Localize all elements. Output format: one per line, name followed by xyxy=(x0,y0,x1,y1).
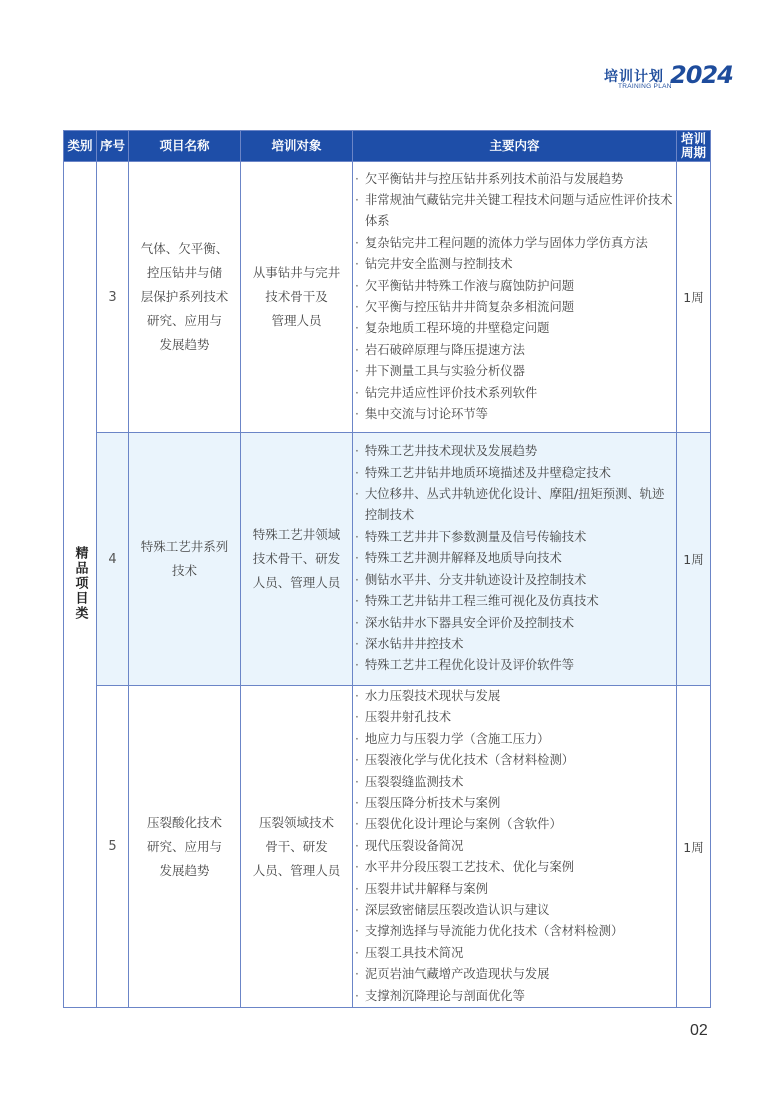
content-item: · 支撑剂沉降理论与剖面优化等 xyxy=(353,986,676,1007)
row-number: 4 xyxy=(97,433,129,686)
content-item: · 水力压裂技术现状与发展 xyxy=(353,686,676,707)
target-line: 人员、管理人员 xyxy=(252,862,341,878)
training-period: 1周 xyxy=(677,162,711,433)
logo-subtitle: TRAINING PLAN xyxy=(618,83,672,90)
main-contents xyxy=(353,686,677,1008)
content-item: · 非常规油气藏钻完井关键工程技术问题与适应性评价技术体系 xyxy=(353,190,676,233)
project-name-line: 层保护系列技术 xyxy=(140,289,229,304)
project-name-line: 发展趋势 xyxy=(159,862,210,878)
content-item: · 欠平衡钻井特殊工作液与腐蚀防护问题 xyxy=(353,276,676,297)
content-item: · 地应力与压裂力学（含施工压力） xyxy=(353,729,676,750)
category-cell xyxy=(64,162,97,1008)
content-item: · 深水钻井水下器具安全评价及控制技术 xyxy=(353,613,676,634)
table-header-row xyxy=(64,131,711,162)
header-period xyxy=(677,131,711,162)
logo-year: 2024 xyxy=(670,61,733,89)
content-item: · 特殊工艺井工程优化设计及评价软件等 xyxy=(353,655,676,676)
training-plan-logo xyxy=(604,61,733,96)
content-item: · 深水钻井井控技术 xyxy=(353,634,676,655)
training-plan-table xyxy=(63,130,711,1008)
content-item: · 岩石破碎原理与降压提速方法 xyxy=(353,340,676,361)
project-name xyxy=(129,162,241,433)
content-item: · 特殊工艺井技术现状及发展趋势 xyxy=(353,441,676,462)
target-line: 管理人员 xyxy=(271,313,322,328)
project-name-line: 技术 xyxy=(171,563,197,578)
content-item: · 压裂裂缝监测技术 xyxy=(353,772,676,793)
main-contents xyxy=(353,433,677,686)
header-period-line1: 培训 xyxy=(680,131,706,146)
main-contents xyxy=(353,162,677,433)
project-name-line: 特殊工艺井系列 xyxy=(140,539,229,554)
project-name xyxy=(129,686,241,1008)
target-line: 技术骨干及 xyxy=(265,289,328,304)
content-item: · 深层致密储层压裂改造认识与建议 xyxy=(353,900,676,921)
training-target xyxy=(241,433,353,686)
project-name-line: 研究、应用与 xyxy=(146,313,222,328)
table-row xyxy=(64,433,711,686)
content-item: · 压裂工具技术简况 xyxy=(353,943,676,964)
header-project-name: 项目名称 xyxy=(129,131,241,162)
content-item: · 特殊工艺井钻井地质环境描述及井壁稳定技术 xyxy=(353,463,676,484)
training-period: 1周 xyxy=(677,686,711,1008)
project-name-line: 压裂酸化技术 xyxy=(146,814,222,830)
header-contents: 主要内容 xyxy=(353,131,677,162)
target-line: 人员、管理人员 xyxy=(252,575,341,590)
page-number: 02 xyxy=(690,1022,708,1039)
project-name-line: 发展趋势 xyxy=(159,337,210,352)
table-row xyxy=(64,686,711,1008)
header-number: 序号 xyxy=(97,131,129,162)
content-item: · 压裂压降分析技术与案例 xyxy=(353,793,676,814)
content-item: · 压裂井试井解释与案例 xyxy=(353,879,676,900)
content-item: · 现代压裂设备简况 xyxy=(353,836,676,857)
project-name xyxy=(129,433,241,686)
row-number: 5 xyxy=(97,686,129,1008)
header-period-line2: 周期 xyxy=(680,145,706,160)
content-item: · 特殊工艺井钻井工程三维可视化及仿真技术 xyxy=(353,591,676,612)
content-item: · 压裂井射孔技术 xyxy=(353,707,676,728)
logo-title: 培训计划 xyxy=(604,69,664,85)
content-item: · 特殊工艺井井下参数测量及信号传输技术 xyxy=(353,527,676,548)
content-item: · 特殊工艺井测井解释及地质导向技术 xyxy=(353,548,676,569)
target-line: 从事钻井与完井 xyxy=(252,265,341,280)
content-item: · 压裂液化学与优化技术（含材料检测） xyxy=(353,750,676,771)
content-item: · 钻完井适应性评价技术系列软件 xyxy=(353,383,676,404)
project-name-line: 控压钻井与储 xyxy=(146,265,222,280)
target-line: 骨干、研发 xyxy=(265,838,328,854)
content-item: · 欠平衡与控压钻井井筒复杂多相流问题 xyxy=(353,297,676,318)
table-row xyxy=(64,162,711,433)
training-target xyxy=(241,686,353,1008)
target-line: 特殊工艺井领域 xyxy=(252,527,341,542)
content-item: · 复杂钻完井工程问题的流体力学与固体力学仿真方法 xyxy=(353,233,676,254)
content-item: · 压裂优化设计理论与案例（含软件） xyxy=(353,814,676,835)
content-item: · 泥页岩油气藏增产改造现状与发展 xyxy=(353,964,676,985)
content-item: · 集中交流与讨论环节等 xyxy=(353,404,676,425)
target-line: 压裂领域技术 xyxy=(258,814,334,830)
training-target xyxy=(241,162,353,433)
project-name-line: 研究、应用与 xyxy=(146,838,222,854)
content-item: · 支撑剂选择与导流能力优化技术（含材料检测） xyxy=(353,921,676,942)
content-item: · 水平井分段压裂工艺技术、优化与案例 xyxy=(353,857,676,878)
target-line: 技术骨干、研发 xyxy=(252,551,341,566)
content-item: · 大位移井、丛式井轨迹优化设计、摩阻/扭矩预测、轨迹控制技术 xyxy=(353,484,676,527)
header-target: 培训对象 xyxy=(241,131,353,162)
row-number: 3 xyxy=(97,162,129,433)
header-category: 类别 xyxy=(64,131,97,162)
content-item: · 复杂地质工程环境的井壁稳定问题 xyxy=(353,318,676,339)
content-item: · 钻完井安全监测与控制技术 xyxy=(353,254,676,275)
category-label: 精品项目类 xyxy=(72,545,88,621)
content-item: · 井下测量工具与实验分析仪器 xyxy=(353,361,676,382)
content-item: · 侧钻水平井、分支井轨迹设计及控制技术 xyxy=(353,570,676,591)
project-name-line: 气体、欠平衡、 xyxy=(140,241,229,256)
content-item: · 欠平衡钻井与控压钻井系列技术前沿与发展趋势 xyxy=(353,169,676,190)
training-period: 1周 xyxy=(677,433,711,686)
